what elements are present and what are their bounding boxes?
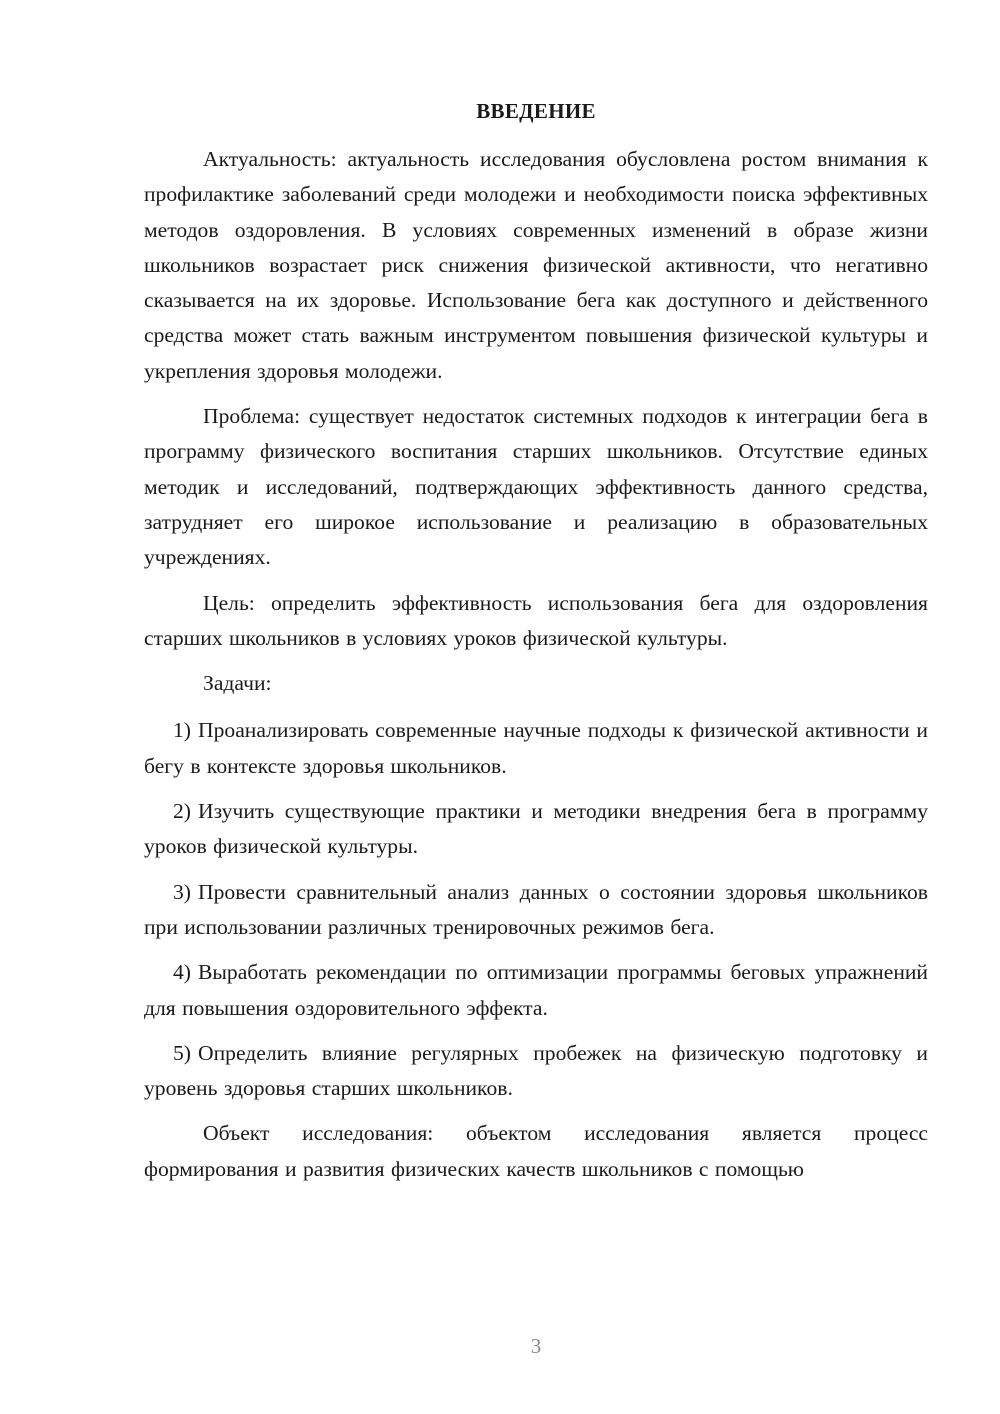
task-item: [144, 713, 928, 784]
task-number: 3): [173, 879, 191, 904]
task-number: 4): [173, 960, 191, 985]
page-content: [144, 94, 928, 1197]
task-item: [144, 875, 928, 946]
task-text: Выработать рекомендации по оптимизации программы беговых упражнений для повышения оздоровительного эффекта.: [144, 960, 928, 1020]
task-item: [144, 794, 928, 865]
task-item: [144, 1036, 928, 1107]
task-text: Изучить существующие практики и методики внедрения бега в программу уроков физической культуры.: [144, 799, 928, 859]
tasks-heading: Задачи:: [203, 671, 272, 696]
task-text: Проанализировать современные научные подходы к физической активности и бегу в контексте здоровья школьников.: [144, 718, 928, 778]
paragraph-object: Объект исследования: объектом исследования является процесс формирования и развития физических качеств школьников с помощью: [144, 1121, 928, 1181]
paragraph-relevance: Актуальность: актуальность исследования обусловлена ростом внимания к профилактике заболеваний среди молодежи и необходимости поиска эффективных методов оздоровления. В условиях современных изменений в образе жизни школьников возрастает риск снижения физической активности, что негативно сказывается на их здоровье. Использование бега как доступного и действенного средства может стать важным инструментом повышения физической культуры и укрепления здоровья молодежи.: [144, 147, 928, 383]
paragraph-problem: Проблема: существует недостаток системных подходов к интеграции бега в программу физического воспитания старших школьников. Отсутствие единых методик и исследований, подтверждающих эффективность данного средства, затрудняет его широкое использование и реализацию в образовательных учреждениях.: [144, 404, 928, 570]
paragraph-goal: Цель: определить эффективность использования бега для оздоровления старших школьников в условиях уроков физической культуры.: [144, 590, 928, 650]
task-item: [144, 955, 928, 1026]
task-number: 1): [173, 718, 191, 743]
page-number: 3: [530, 1334, 542, 1358]
task-text: Провести сравнительный анализ данных о состоянии здоровья школьников при использовании различных тренировочных режимов бега.: [144, 879, 928, 939]
task-number: 2): [173, 799, 191, 824]
task-text: Определить влияние регулярных пробежек на физическую подготовку и уровень здоровья старших школьников.: [144, 1040, 928, 1101]
task-number: 5): [173, 1040, 191, 1065]
section-title: ВВЕДЕНИЕ: [476, 99, 596, 123]
